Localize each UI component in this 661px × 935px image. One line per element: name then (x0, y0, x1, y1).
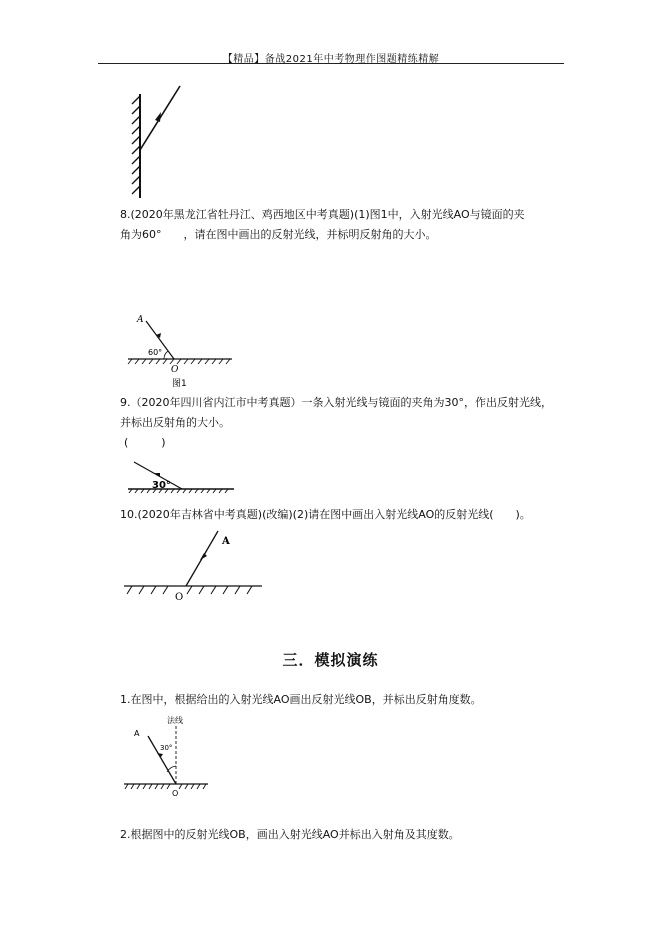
question-9 (120, 393, 552, 453)
question-10-line-1: 10.(2020年吉林省中考真题)(改编)(2)请在图中画出入射光线AO的反射光线( )。 (120, 508, 531, 521)
figure-4 (120, 712, 210, 798)
practice-2: 2.根据图中的反射光线OB，画出入射光线AO并标出入射角及其度数。 (120, 828, 460, 841)
figure-3-label-a: A (222, 536, 230, 547)
vertical-mirror-figure (120, 82, 190, 200)
figure-2 (122, 456, 242, 500)
figure-4-label-o: O (172, 789, 179, 798)
figure-1-caption: 图1 (172, 379, 187, 389)
question-9-line-1: 9.（2020年四川省内江市中考真题）一条入射光线与镜面的夹角为30°，作出反射光线， (120, 396, 552, 409)
section-title: 三．模拟演练 (282, 651, 379, 669)
question-8 (120, 205, 525, 245)
question-9-answer-bracket: ( ) (124, 436, 166, 449)
figure-1-label-o: O (171, 365, 179, 375)
figure-2-angle: 30° (152, 480, 171, 491)
figure-4-angle: 30° (160, 744, 173, 752)
practice-1: 1.在图中，根据给出的入射光线AO画出反射光线OB，并标出反射角度数。 (120, 693, 482, 706)
question-8-line-2: 角为60° ，请在图中画出的反射光线，并标明反射角的大小。 (120, 228, 437, 241)
question-9-line-2: 并标出反射角的大小。 (120, 416, 230, 429)
question-10 (120, 505, 531, 525)
figure-3 (118, 525, 268, 603)
figure-4-normal-label: 法线 (167, 716, 183, 725)
figure-1 (120, 305, 240, 390)
figure-3-label-o: O (175, 592, 184, 603)
page-header: 【精品】备战2021年中考物理作图题精练精解 (222, 54, 440, 65)
figure-1-angle: 60° (148, 348, 163, 357)
figure-1-label-a: A (137, 315, 144, 325)
header-divider (98, 63, 564, 64)
question-8-line-1: 8.(2020年黑龙江省牡丹江、鸡西地区中考真题)(1)图1中，入射光线AO与镜面的夹 (120, 208, 525, 221)
figure-4-label-a: A (134, 729, 140, 738)
